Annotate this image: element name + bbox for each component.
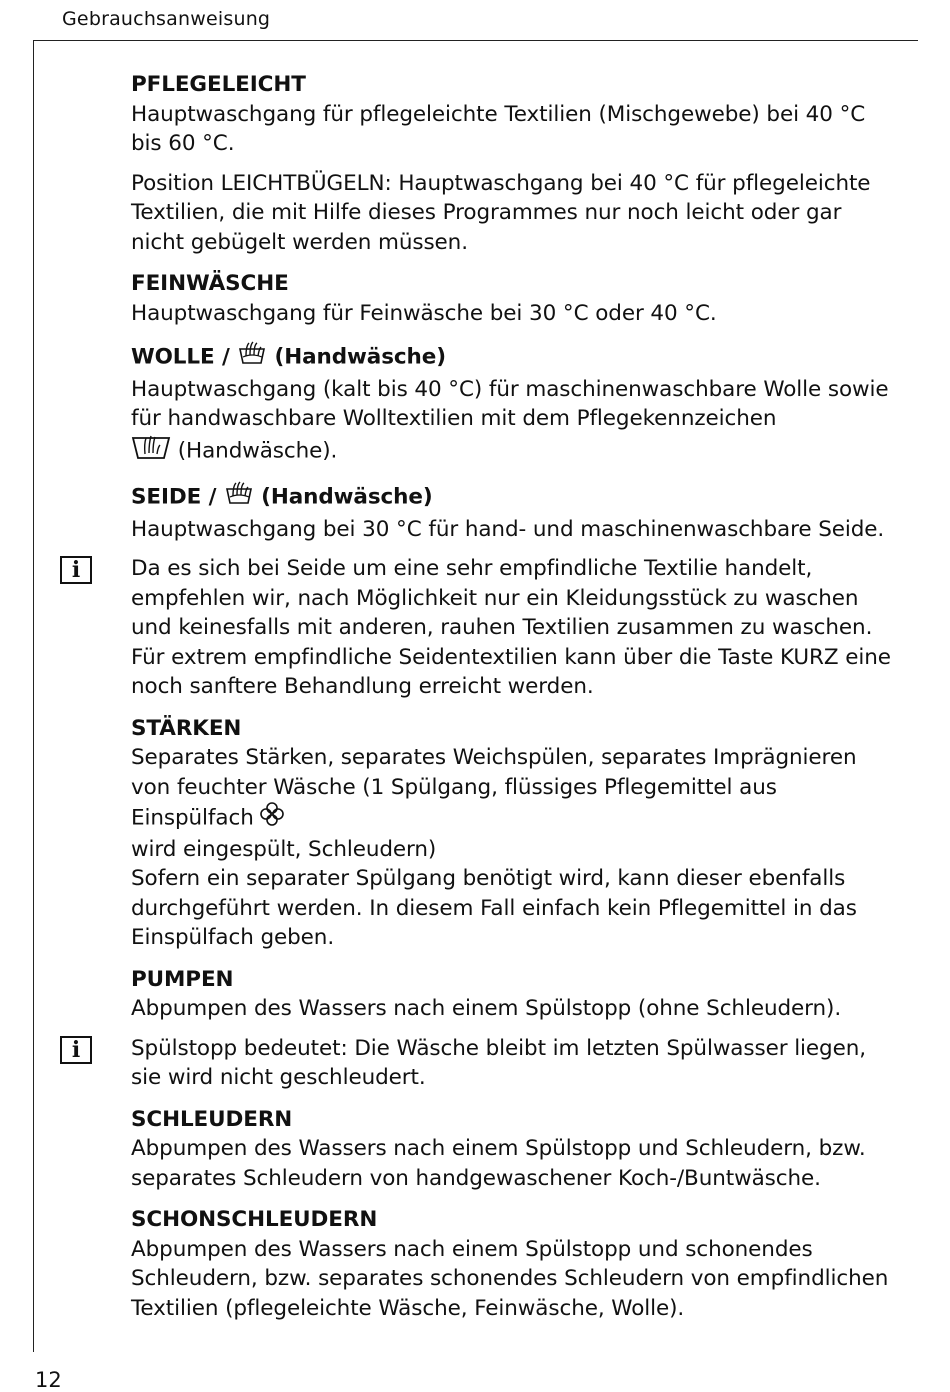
info-note: [71, 554, 901, 702]
section-paragraph: Position LEICHTBÜGELN: Hauptwaschgang bei 40 °C für pflegeleichte Textilien, die mit Hilfe dieses Programmes nur noch leicht oder gar nicht gebügelt werden müssen.: [131, 170, 871, 255]
section-title-prefix: SEIDE /: [131, 484, 224, 510]
info-text: Da es sich bei Seide um eine sehr empfindliche Textilie handelt, empfehlen wir, nach Möglichkeit nur ein Kleidungsstück zu waschen und keinesfalls mit anderen, rauhen Textilien zusammen zu waschen. Für extrem empfindliche Seidentextilien kann über die Taste KURZ eine noch sanftere Behandlung erreicht werden.: [131, 556, 891, 699]
section-title-suffix: (Handwäsche): [267, 344, 446, 370]
flower-icon: [260, 802, 284, 835]
page-header-title: Gebrauchsanweisung: [62, 8, 271, 30]
paragraph-text: wird eingespült, Schleudern): [131, 836, 437, 862]
header-divider: [33, 40, 918, 41]
section-pflegeleicht: [131, 70, 901, 257]
paragraph-text: Hauptwaschgang (kalt bis 40 °C) für maschinenwaschbare Wolle sowie für handwaschbare Wolltextilien mit dem Pflegekennzeichen: [131, 376, 889, 431]
left-margin-divider: [33, 40, 34, 1352]
info-text: Spülstopp bedeutet: Die Wäsche bleibt im letzten Spülwasser liegen, sie wird nicht geschleudert.: [131, 1035, 866, 1090]
section-wolle: [131, 340, 901, 468]
section-feinwaesche: [131, 269, 901, 328]
section-paragraph: Abpumpen des Wassers nach einem Spülstopp (ohne Schleudern).: [131, 996, 842, 1021]
section-seide: [71, 480, 901, 702]
section-paragraph: Sofern ein separater Spülgang benötigt wird, kann dieser ebenfalls durchgeführt werden. In diesem Fall einfach kein Pflegemittel in das Einspülfach geben.: [131, 866, 857, 950]
section-paragraph: [131, 375, 901, 469]
section-pumpen: [71, 965, 901, 1093]
section-title: [131, 340, 901, 375]
handwash-icon: [237, 340, 267, 375]
info-note: [71, 1034, 901, 1093]
section-title: PFLEGELEICHT: [131, 72, 306, 97]
section-staerken: [131, 714, 901, 953]
main-content: [71, 70, 901, 1335]
section-title: SCHONSCHLEUDERN: [131, 1207, 378, 1232]
section-paragraph: Hauptwaschgang bei 30 °C für hand- und maschinenwaschbare Seide.: [131, 516, 885, 542]
section-title-suffix: (Handwäsche): [253, 484, 433, 510]
section-paragraph: Hauptwaschgang für Feinwäsche bei 30 °C oder 40 °C.: [131, 300, 717, 326]
section-title: PUMPEN: [131, 966, 234, 992]
page-number: 12: [35, 1368, 62, 1392]
section-paragraph: Abpumpen des Wassers nach einem Spülstopp und schonendes Schleudern, bzw. separates schonendes Schleudern von empfindlichen Textilien (pflegeleichte Wäsche, Feinwäsche, Wolle).: [131, 1236, 889, 1321]
section-title-prefix: WOLLE /: [131, 344, 238, 370]
handwash-icon: [224, 480, 254, 515]
section-paragraph: Hauptwaschgang für pflegeleichte Textilien (Mischgewebe) bei 40 °C bis 60 °C.: [131, 101, 866, 156]
section-title: STÄRKEN: [131, 715, 242, 741]
section-title: FEINWÄSCHE: [131, 271, 289, 296]
paragraph-text: Separates Stärken, separates Weichspülen, separates Imprägnieren von feuchter Wäsche (1 Spülgang, flüssiges Pflegemittel aus Einspülfach: [131, 745, 857, 831]
paragraph-text: (Handwäsche).: [171, 437, 338, 463]
section-paragraph: Abpumpen des Wassers nach einem Spülstopp und Schleudern, bzw. separates Schleudern von handgewaschener Koch-/Buntwäsche.: [131, 1136, 866, 1191]
section-title: SCHLEUDERN: [131, 1106, 293, 1132]
info-icon: i: [60, 556, 92, 584]
handwash-basin-icon: [131, 434, 171, 469]
section-schonschleudern: [131, 1205, 901, 1323]
section-title: [131, 480, 901, 515]
section-schleudern: [131, 1105, 901, 1194]
section-paragraph: [131, 743, 901, 864]
info-icon: i: [60, 1036, 92, 1064]
